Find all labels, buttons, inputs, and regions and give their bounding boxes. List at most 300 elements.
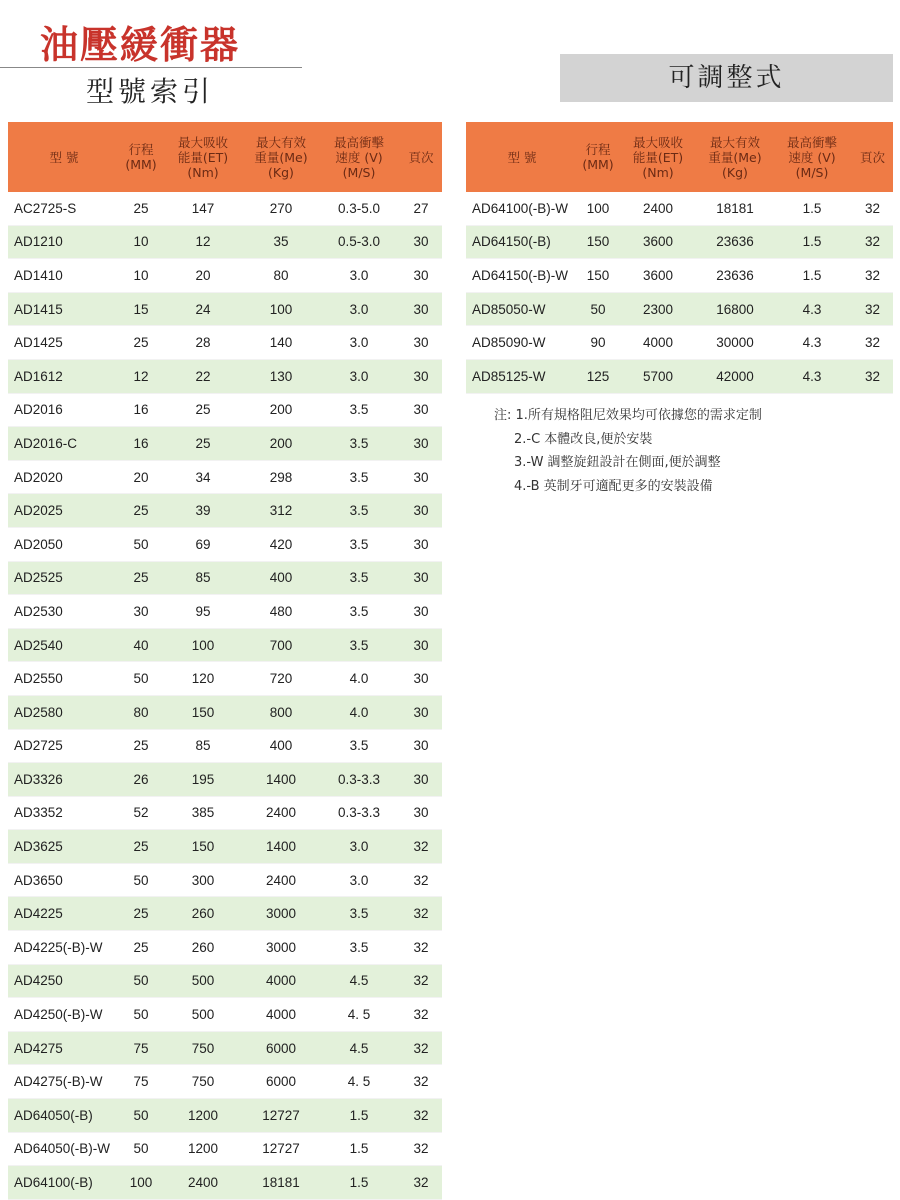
column-header-line: 頁次 [408,149,434,165]
value-cell: 4000 [618,326,698,360]
value-cell: 130 [244,359,318,393]
value-cell: 1.5 [318,1166,400,1200]
note-line: 3.-W 調整旋鈕設計在側面,便於調整 [514,455,721,470]
column-header-line: (Nm) [187,164,219,180]
value-cell: 0.5-3.0 [318,225,400,259]
value-cell: 30 [400,662,442,696]
model-cell: AD4225(-B)-W [8,931,120,965]
value-cell: 2400 [244,796,318,830]
column-header-line: (M/S) [795,164,829,180]
model-cell: AD2540 [8,628,120,662]
value-cell: 0.3-5.0 [318,192,400,225]
value-cell: 720 [244,662,318,696]
value-cell: 30 [400,796,442,830]
value-cell: 90 [578,326,618,360]
value-cell: 25 [120,931,162,965]
value-cell: 4.3 [772,326,852,360]
value-cell: 34 [162,460,244,494]
value-cell: 16 [120,427,162,461]
adjustable-section-label: 可調整式 [560,54,893,102]
value-cell: 3.5 [318,628,400,662]
value-cell: 3.5 [318,527,400,561]
column-header-line: 重量(Me) [708,149,762,165]
column-header-line: (Kg) [722,164,748,180]
column-header-line: 最大有效 [255,134,306,150]
column-header [162,122,244,192]
value-cell: 23636 [698,259,772,293]
value-cell: 16800 [698,292,772,326]
column-header [400,122,442,192]
model-cell: AD64100(-B) [8,1166,120,1200]
model-cell: AD3326 [8,763,120,797]
value-cell: 32 [852,326,893,360]
model-cell: AD64150(-B)-W [466,259,578,293]
value-cell: 30 [400,763,442,797]
value-cell: 4.0 [318,662,400,696]
column-header [120,122,162,192]
model-cell: AD1415 [8,292,120,326]
table-row [8,897,442,931]
value-cell: 30 [400,595,442,629]
value-cell: 25 [120,830,162,864]
value-cell: 140 [244,326,318,360]
value-cell: 85 [162,729,244,763]
model-cell: AD1425 [8,326,120,360]
value-cell: 30 [400,292,442,326]
value-cell: 95 [162,595,244,629]
column-header-line: (MM) [582,157,614,172]
note-line: 4.-B 英制牙可適配更多的安裝設備 [514,478,713,494]
value-cell: 700 [244,628,318,662]
table-header [8,122,442,192]
page-title: 油壓緩衝器 [40,23,241,67]
table-row [8,359,442,393]
value-cell: 32 [400,1065,442,1099]
value-cell: 32 [400,1031,442,1065]
value-cell: 69 [162,527,244,561]
table-row [8,292,442,326]
value-cell: 30 [400,460,442,494]
value-cell: 22 [162,359,244,393]
table-row [8,427,442,461]
model-cell: AD1612 [8,359,120,393]
model-cell: AD2016 [8,393,120,427]
value-cell: 2400 [244,863,318,897]
table-row [8,863,442,897]
model-cell: AD4250 [8,964,120,998]
table-row [8,628,442,662]
model-cell: AD2025 [8,494,120,528]
value-cell: 5700 [618,359,698,393]
page-subtitle: 型號索引 [86,75,215,108]
value-cell: 125 [578,359,618,393]
value-cell: 25 [120,561,162,595]
value-cell: 3.5 [318,393,400,427]
value-cell: 52 [120,796,162,830]
column-header-line: 頁次 [859,149,885,165]
column-header-line: 最高衝擊 [786,134,837,150]
value-cell: 30 [400,628,442,662]
table-row [8,830,442,864]
column-header-line: 行程 [585,142,611,157]
value-cell: 75 [120,1031,162,1065]
table-row [466,326,893,360]
value-cell: 32 [400,1099,442,1133]
value-cell: 4000 [244,998,318,1032]
model-cell: AD4250(-B)-W [8,998,120,1032]
model-cell: AD85125-W [466,359,578,393]
column-header-line: 最大吸收 [632,134,683,150]
table-row [8,460,442,494]
value-cell: 32 [852,359,893,393]
value-cell: 25 [120,897,162,931]
column-header-line: 型 號 [507,149,537,165]
value-cell: 80 [120,695,162,729]
value-cell: 1400 [244,763,318,797]
value-cell: 30 [400,393,442,427]
value-cell: 32 [400,863,442,897]
value-cell: 25 [162,427,244,461]
value-cell: 28 [162,326,244,360]
table-row [8,494,442,528]
value-cell: 3.0 [318,359,400,393]
value-cell: 32 [400,964,442,998]
table-row [8,527,442,561]
value-cell: 30 [120,595,162,629]
value-cell: 200 [244,393,318,427]
value-cell: 12727 [244,1099,318,1133]
value-cell: 10 [120,225,162,259]
notes-block [494,404,762,498]
table-row [8,393,442,427]
value-cell: 6000 [244,1065,318,1099]
value-cell: 2400 [618,192,698,225]
value-cell: 4. 5 [318,1065,400,1099]
value-cell: 4.3 [772,359,852,393]
value-cell: 260 [162,931,244,965]
value-cell: 12 [120,359,162,393]
value-cell: 32 [400,931,442,965]
model-cell: AD2050 [8,527,120,561]
adjustable-model-table [466,122,893,394]
column-header [618,122,698,192]
value-cell: 400 [244,729,318,763]
model-cell: AD64050(-B)-W [8,1132,120,1166]
value-cell: 4.5 [318,964,400,998]
value-cell: 150 [162,830,244,864]
value-cell: 30000 [698,326,772,360]
value-cell: 12 [162,225,244,259]
model-index-table [8,122,442,1200]
column-header [852,122,893,192]
value-cell: 200 [244,427,318,461]
value-cell: 3600 [618,259,698,293]
value-cell: 400 [244,561,318,595]
value-cell: 3.5 [318,427,400,461]
value-cell: 3.0 [318,863,400,897]
column-header [8,122,120,192]
value-cell: 4.5 [318,1031,400,1065]
value-cell: 30 [400,326,442,360]
value-cell: 150 [578,225,618,259]
model-cell: AD1210 [8,225,120,259]
model-cell: AD3352 [8,796,120,830]
value-cell: 25 [120,192,162,225]
value-cell: 32 [400,1166,442,1200]
table-row [466,192,893,225]
model-cell: AD85090-W [466,326,578,360]
column-header-line: 能量(ET) [632,149,684,165]
table-row [8,931,442,965]
value-cell: 50 [120,998,162,1032]
model-cell: AC2725-S [8,192,120,225]
value-cell: 18181 [244,1166,318,1200]
value-cell: 50 [120,662,162,696]
table-row [466,359,893,393]
value-cell: 25 [120,494,162,528]
value-cell: 1200 [162,1099,244,1133]
table-row [466,292,893,326]
value-cell: 32 [852,225,893,259]
value-cell: 20 [162,259,244,293]
column-header [244,122,318,192]
value-cell: 2400 [162,1166,244,1200]
value-cell: 24 [162,292,244,326]
column-header-line: 行程 [128,142,154,157]
model-cell: AD64150(-B) [466,225,578,259]
value-cell: 30 [400,729,442,763]
value-cell: 42000 [698,359,772,393]
value-cell: 18181 [698,192,772,225]
value-cell: 1.5 [318,1099,400,1133]
column-header-line: 速度 (V) [335,149,383,165]
value-cell: 500 [162,964,244,998]
column-header [578,122,618,192]
value-cell: 25 [120,326,162,360]
table-row [8,695,442,729]
value-cell: 3.5 [318,494,400,528]
column-header-line: 型 號 [49,149,79,165]
table-row [8,1166,442,1200]
table-row [8,192,442,225]
model-cell: AD2580 [8,695,120,729]
value-cell: 3000 [244,931,318,965]
value-cell: 30 [400,427,442,461]
model-cell: AD85050-W [466,292,578,326]
value-cell: 40 [120,628,162,662]
table-row [8,729,442,763]
column-header-line: (M/S) [342,164,376,180]
value-cell: 50 [578,292,618,326]
note-line: 注: 1.所有規格阻尼效果均可依據您的需求定制 [494,408,762,423]
value-cell: 3.5 [318,931,400,965]
model-cell: AD2725 [8,729,120,763]
value-cell: 39 [162,494,244,528]
value-cell: 30 [400,695,442,729]
value-cell: 4000 [244,964,318,998]
value-cell: 25 [120,729,162,763]
value-cell: 50 [120,964,162,998]
value-cell: 120 [162,662,244,696]
value-cell: 500 [162,998,244,1032]
value-cell: 3.0 [318,326,400,360]
model-cell: AD64050(-B) [8,1099,120,1133]
value-cell: 0.3-3.3 [318,763,400,797]
value-cell: 10 [120,259,162,293]
table-row [8,1065,442,1099]
value-cell: 12727 [244,1132,318,1166]
value-cell: 75 [120,1065,162,1099]
table-header [466,122,893,192]
table-row [8,763,442,797]
value-cell: 20 [120,460,162,494]
value-cell: 25 [162,393,244,427]
column-header-line: 最大有效 [709,134,760,150]
value-cell: 800 [244,695,318,729]
value-cell: 1.5 [318,1132,400,1166]
value-cell: 150 [162,695,244,729]
value-cell: 30 [400,225,442,259]
value-cell: 1.5 [772,192,852,225]
value-cell: 50 [120,1132,162,1166]
value-cell: 32 [852,259,893,293]
value-cell: 30 [400,259,442,293]
column-header-line: 重量(Me) [254,149,308,165]
title-divider [0,67,302,68]
column-header-line: (Nm) [642,164,674,180]
value-cell: 270 [244,192,318,225]
value-cell: 3.0 [318,259,400,293]
table-row [8,662,442,696]
value-cell: 35 [244,225,318,259]
table-body [466,192,893,393]
column-header-line: 最高衝擊 [333,134,384,150]
value-cell: 3.5 [318,897,400,931]
column-header-line: (MM) [125,157,157,172]
model-cell: AD1410 [8,259,120,293]
model-cell: AD4275(-B)-W [8,1065,120,1099]
value-cell: 32 [852,292,893,326]
value-cell: 4.0 [318,695,400,729]
model-cell: AD64100(-B)-W [466,192,578,225]
value-cell: 150 [578,259,618,293]
value-cell: 32 [400,998,442,1032]
value-cell: 3.5 [318,595,400,629]
value-cell: 2300 [618,292,698,326]
model-cell: AD3650 [8,863,120,897]
value-cell: 32 [400,830,442,864]
value-cell: 6000 [244,1031,318,1065]
value-cell: 4. 5 [318,998,400,1032]
value-cell: 23636 [698,225,772,259]
value-cell: 50 [120,863,162,897]
table-row [8,1031,442,1065]
value-cell: 100 [244,292,318,326]
value-cell: 298 [244,460,318,494]
table-row [8,964,442,998]
table-row [466,225,893,259]
value-cell: 480 [244,595,318,629]
model-cell: AD2530 [8,595,120,629]
table-row [466,259,893,293]
value-cell: 147 [162,192,244,225]
table-body [8,192,442,1199]
value-cell: 26 [120,763,162,797]
note-line: 2.-C 本體改良,便於安裝 [514,431,653,447]
table-row [8,225,442,259]
value-cell: 1.5 [772,225,852,259]
value-cell: 85 [162,561,244,595]
value-cell: 30 [400,561,442,595]
value-cell: 1200 [162,1132,244,1166]
model-cell: AD4225 [8,897,120,931]
value-cell: 195 [162,763,244,797]
value-cell: 3600 [618,225,698,259]
value-cell: 3.0 [318,830,400,864]
value-cell: 312 [244,494,318,528]
value-cell: 0.3-3.3 [318,796,400,830]
value-cell: 1.5 [772,259,852,293]
table-row [8,259,442,293]
column-header-line: 能量(ET) [177,149,229,165]
value-cell: 50 [120,1099,162,1133]
table-row [8,326,442,360]
table-row [8,595,442,629]
value-cell: 30 [400,494,442,528]
value-cell: 50 [120,527,162,561]
value-cell: 27 [400,192,442,225]
value-cell: 32 [400,897,442,931]
model-cell: AD2550 [8,662,120,696]
model-cell: AD3625 [8,830,120,864]
value-cell: 30 [400,527,442,561]
model-cell: AD4275 [8,1031,120,1065]
column-header [772,122,852,192]
column-header-line: (Kg) [268,164,294,180]
value-cell: 100 [162,628,244,662]
table-row [8,796,442,830]
model-cell: AD2525 [8,561,120,595]
value-cell: 750 [162,1031,244,1065]
column-header-line: 速度 (V) [788,149,836,165]
value-cell: 750 [162,1065,244,1099]
value-cell: 3000 [244,897,318,931]
value-cell: 420 [244,527,318,561]
value-cell: 260 [162,897,244,931]
value-cell: 30 [400,359,442,393]
table-row [8,561,442,595]
value-cell: 32 [852,192,893,225]
value-cell: 4.3 [772,292,852,326]
model-cell: AD2020 [8,460,120,494]
column-header [698,122,772,192]
value-cell: 100 [578,192,618,225]
column-header-line: 最大吸收 [177,134,228,150]
table-row [8,998,442,1032]
value-cell: 16 [120,393,162,427]
value-cell: 300 [162,863,244,897]
table-row [8,1099,442,1133]
value-cell: 3.5 [318,460,400,494]
table-row [8,1132,442,1166]
column-header [466,122,578,192]
column-header [318,122,400,192]
value-cell: 80 [244,259,318,293]
value-cell: 32 [400,1132,442,1166]
value-cell: 1400 [244,830,318,864]
value-cell: 3.5 [318,561,400,595]
value-cell: 15 [120,292,162,326]
